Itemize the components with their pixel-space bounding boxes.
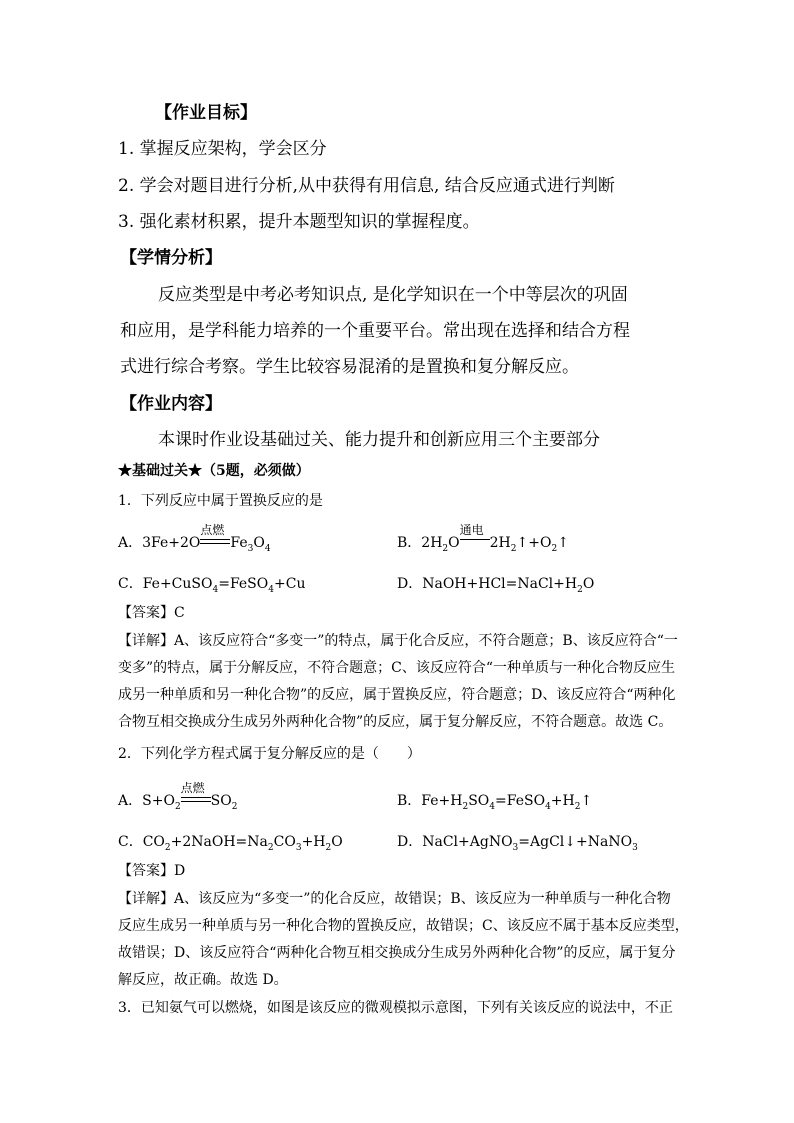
reaction-condition-arrow	[180, 781, 211, 805]
q1-detail-line: 成另一种单质和另一种化合物”的反应，属于置换反应，符合题意；D、该反应符合“两种化	[118, 687, 676, 703]
basic-title: ★基础过关★（5题，必须做）	[118, 463, 310, 479]
content-intro: 本课时作业设基础过关、能力提升和创新应用三个主要部分	[158, 430, 600, 450]
q1-stem: 1．下列反应中属于置换反应的是	[118, 493, 323, 509]
q2-stem: 2．下列化学方程式属于复分解反应的是（ ）	[118, 746, 421, 762]
q1-detail-line: 合物互相交换成分生成另外两种化合物”的反应，属于复分解反应，不符合题意。故选 C。	[118, 714, 673, 730]
q1-option-c: C．Fe+CuSO$_4$=FeSO$_4$+Cu	[118, 576, 306, 595]
condition-text: 通电	[459, 523, 484, 537]
analysis-title: 【学情分析】	[120, 248, 222, 268]
q2-detail-line: 【详解】A、该反应为“多变一”的化合反应，故错误；B、该反应为一种单质与一种化合物	[118, 891, 671, 907]
q2-option-b: B．$Fe+H_2SO_4=FeSO_4+H_2↑$	[397, 793, 593, 812]
eq-left: $2H_2O$	[421, 535, 460, 554]
q1-option-b	[397, 523, 569, 554]
analysis-line: 和应用，是学科能力培养的一个重要平台。常出现在选择和结合方程	[120, 321, 630, 341]
analysis-line: 反应类型是中考必考知识点, 是化学知识在一个中等层次的巩固	[158, 285, 628, 305]
eq-right: $Fe_3O_4$	[230, 535, 271, 554]
q1-detail-line: 【详解】A、该反应符合“多变一”的特点，属于化合反应，不符合题意；B、该反应符合“一	[118, 633, 678, 649]
q1-option-a	[118, 523, 271, 554]
equals-bar	[460, 539, 490, 543]
equals-bar	[200, 539, 230, 544]
eq-right: $SO_2$	[210, 793, 238, 812]
condition-text: 点燃	[200, 523, 225, 537]
equals-bar	[181, 797, 211, 802]
eq-left: 3Fe+2O	[142, 535, 201, 551]
goal-title: 【作业目标】	[155, 103, 257, 123]
reaction-condition-arrow	[459, 523, 490, 547]
q3-stem: 3．已知氨气可以燃烧，如图是该反应的微观模拟示意图，下列有关该反应的说法中，不正	[118, 1000, 673, 1016]
q2-option-a	[118, 781, 238, 812]
option-label: B．	[397, 535, 422, 551]
q2-option-d: D．NaCl+AgNO$_3$=AgCl↓+NaNO$_3$	[397, 834, 638, 853]
goal-item: 3. 强化素材积累，提升本题型知识的掌握程度。	[118, 212, 480, 232]
option-label: A．	[118, 535, 143, 551]
analysis-line: 式进行综合考察。学生比较容易混淆的是置换和复分解反应。	[120, 357, 579, 377]
goal-item: 2. 学会对题目进行分析,从中获得有用信息, 结合反应通式进行判断	[118, 176, 615, 196]
q1-detail-line: 变多”的特点，属于分解反应，不符合题意；C、该反应符合“一种单质与一种化合物反应生	[118, 660, 676, 676]
reaction-condition-arrow	[200, 523, 230, 547]
goal-item: 1. 掌握反应架构，学会区分	[118, 139, 327, 159]
condition-text: 点燃	[180, 781, 205, 795]
q2-option-c: C．$CO_2+2NaOH=Na_2CO_3+H_2O$	[118, 834, 343, 853]
eq-left: $S+O_2$	[142, 793, 181, 812]
q2-detail-line: 解反应，故正确。故选 D。	[118, 972, 288, 988]
q2-answer: 【答案】D	[118, 863, 186, 879]
eq-right: $2H_2↑+O_2↑$	[489, 535, 569, 554]
content-title: 【作业内容】	[120, 394, 222, 414]
q1-option-d: D．$NaOH+HCl=NaCl+H_2O$	[397, 576, 595, 595]
q2-detail-line: 反应生成另一种单质与另一种化合物的置换反应，故错误；C、该反应不属于基本反应类型，	[118, 918, 689, 934]
option-label: A．	[118, 793, 143, 809]
q2-detail-line: 故错误；D、该反应符合“两种化合物互相交换成分生成另外两种化合物”的反应，属于复分	[118, 945, 676, 961]
q1-answer: 【答案】C	[118, 605, 185, 621]
